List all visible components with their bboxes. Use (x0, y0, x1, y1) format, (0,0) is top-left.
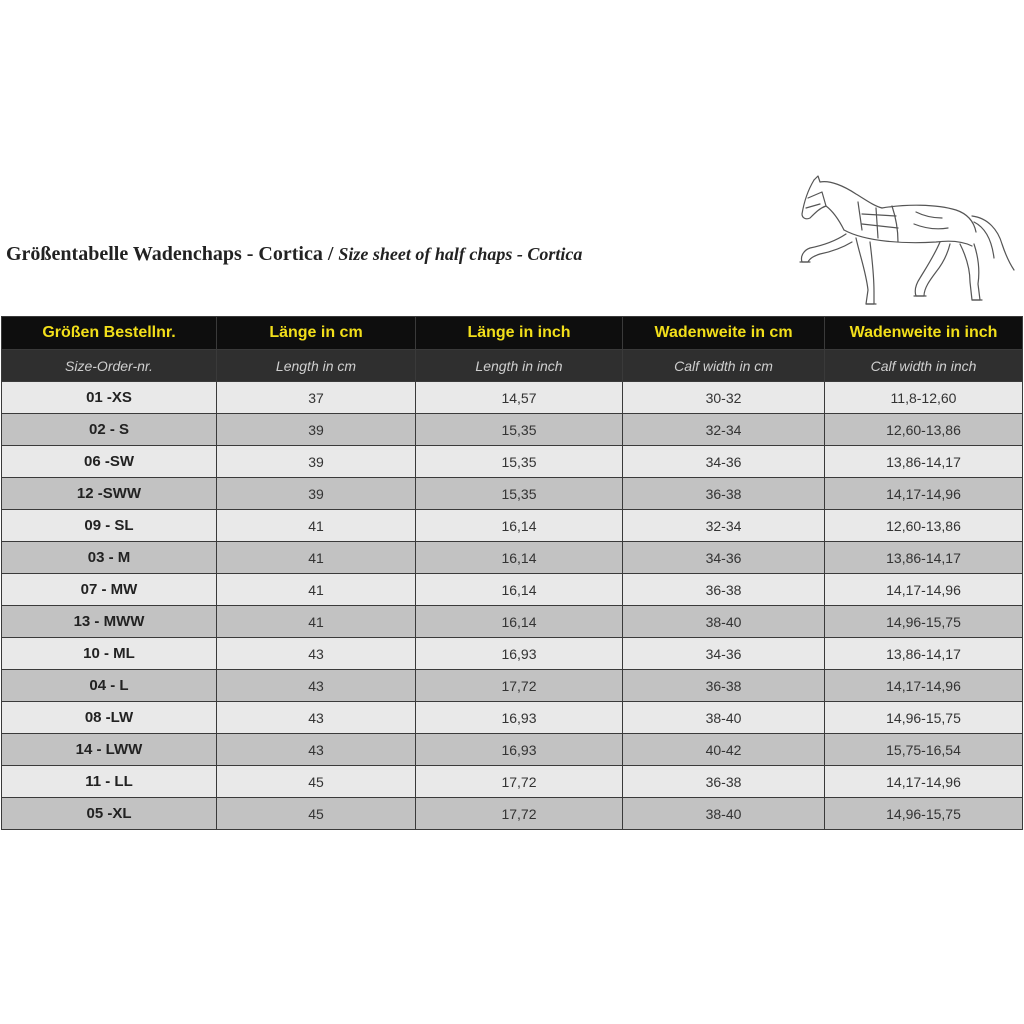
calf-width-cm-cell: 34-36 (623, 446, 825, 478)
length-cm-cell: 45 (217, 798, 416, 830)
size-cell: 14 - LWW (2, 734, 217, 766)
calf-width-cm-cell: 40-42 (623, 734, 825, 766)
calf-width-cm-cell: 32-34 (623, 414, 825, 446)
calf-width-inch-cell: 14,96-15,75 (825, 606, 1023, 638)
length-cm-cell: 37 (217, 382, 416, 414)
table-row (2, 382, 1023, 414)
calf-width-cm-cell: 36-38 (623, 766, 825, 798)
calf-width-cm-cell: 36-38 (623, 574, 825, 606)
calf-width-inch-cell: 14,17-14,96 (825, 478, 1023, 510)
size-cell: 11 - LL (2, 766, 217, 798)
calf-width-inch-cell: 14,17-14,96 (825, 574, 1023, 606)
calf-width-inch-cell: 14,17-14,96 (825, 670, 1023, 702)
length-inch-cell: 17,72 (416, 798, 623, 830)
subheader-size-order: Size-Order-nr. (2, 350, 217, 382)
calf-width-cm-cell: 38-40 (623, 606, 825, 638)
length-inch-cell: 15,35 (416, 446, 623, 478)
length-cm-cell: 43 (217, 702, 416, 734)
size-cell: 07 - MW (2, 574, 217, 606)
calf-width-cm-cell: 36-38 (623, 670, 825, 702)
horse-icon (796, 172, 1016, 312)
table-row (2, 446, 1023, 478)
length-inch-cell: 14,57 (416, 382, 623, 414)
length-cm-cell: 41 (217, 574, 416, 606)
calf-width-inch-cell: 13,86-14,17 (825, 638, 1023, 670)
length-inch-cell: 16,14 (416, 542, 623, 574)
length-inch-cell: 16,93 (416, 638, 623, 670)
calf-width-inch-cell: 12,60-13,86 (825, 510, 1023, 542)
table-body (2, 382, 1023, 830)
length-cm-cell: 43 (217, 638, 416, 670)
size-cell: 09 - SL (2, 510, 217, 542)
calf-width-inch-cell: 13,86-14,17 (825, 446, 1023, 478)
table-row (2, 606, 1023, 638)
length-cm-cell: 41 (217, 606, 416, 638)
calf-width-inch-cell: 14,96-15,75 (825, 702, 1023, 734)
header-calf-width-cm: Wadenweite in cm (623, 317, 825, 350)
size-cell: 04 - L (2, 670, 217, 702)
calf-width-cm-cell: 30-32 (623, 382, 825, 414)
calf-width-inch-cell: 15,75-16,54 (825, 734, 1023, 766)
length-inch-cell: 15,35 (416, 414, 623, 446)
table-row (2, 478, 1023, 510)
table-row (2, 638, 1023, 670)
table-row (2, 574, 1023, 606)
length-cm-cell: 39 (217, 414, 416, 446)
table-header-row (2, 317, 1023, 350)
page-title (6, 243, 582, 266)
size-cell: 12 -SWW (2, 478, 217, 510)
calf-width-inch-cell: 14,96-15,75 (825, 798, 1023, 830)
length-cm-cell: 43 (217, 734, 416, 766)
size-cell: 08 -LW (2, 702, 217, 734)
calf-width-inch-cell: 13,86-14,17 (825, 542, 1023, 574)
calf-width-cm-cell: 34-36 (623, 638, 825, 670)
subheader-length-cm: Length in cm (217, 350, 416, 382)
size-cell: 02 - S (2, 414, 217, 446)
length-inch-cell: 17,72 (416, 766, 623, 798)
length-inch-cell: 15,35 (416, 478, 623, 510)
length-cm-cell: 39 (217, 478, 416, 510)
subheader-length-inch: Length in inch (416, 350, 623, 382)
header-calf-width-inch: Wadenweite in inch (825, 317, 1023, 350)
length-inch-cell: 16,14 (416, 510, 623, 542)
table-row (2, 510, 1023, 542)
table-row (2, 798, 1023, 830)
table-row (2, 766, 1023, 798)
length-inch-cell: 17,72 (416, 670, 623, 702)
table-row (2, 734, 1023, 766)
size-cell: 10 - ML (2, 638, 217, 670)
title-sub: Size sheet of half chaps - Cortica (338, 244, 583, 264)
size-cell: 03 - M (2, 542, 217, 574)
length-cm-cell: 45 (217, 766, 416, 798)
table-row (2, 670, 1023, 702)
length-cm-cell: 39 (217, 446, 416, 478)
calf-width-cm-cell: 32-34 (623, 510, 825, 542)
header-size-order: Größen Bestellnr. (2, 317, 217, 350)
calf-width-inch-cell: 14,17-14,96 (825, 766, 1023, 798)
table-row (2, 542, 1023, 574)
calf-width-cm-cell: 38-40 (623, 798, 825, 830)
subheader-calf-width-inch: Calf width in inch (825, 350, 1023, 382)
size-table (1, 316, 1023, 830)
subheader-calf-width-cm: Calf width in cm (623, 350, 825, 382)
size-cell: 06 -SW (2, 446, 217, 478)
header-length-cm: Länge in cm (217, 317, 416, 350)
length-inch-cell: 16,14 (416, 574, 623, 606)
length-cm-cell: 41 (217, 542, 416, 574)
length-inch-cell: 16,14 (416, 606, 623, 638)
size-cell: 05 -XL (2, 798, 217, 830)
title-main: Größentabelle Wadenchaps - Cortica / (6, 243, 334, 265)
header-length-inch: Länge in inch (416, 317, 623, 350)
length-inch-cell: 16,93 (416, 734, 623, 766)
length-cm-cell: 41 (217, 510, 416, 542)
calf-width-inch-cell: 11,8-12,60 (825, 382, 1023, 414)
length-inch-cell: 16,93 (416, 702, 623, 734)
table-row (2, 702, 1023, 734)
table-row (2, 414, 1023, 446)
length-cm-cell: 43 (217, 670, 416, 702)
size-cell: 13 - MWW (2, 606, 217, 638)
calf-width-cm-cell: 34-36 (623, 542, 825, 574)
size-cell: 01 -XS (2, 382, 217, 414)
table-subheader-row (2, 350, 1023, 382)
calf-width-cm-cell: 38-40 (623, 702, 825, 734)
calf-width-inch-cell: 12,60-13,86 (825, 414, 1023, 446)
calf-width-cm-cell: 36-38 (623, 478, 825, 510)
